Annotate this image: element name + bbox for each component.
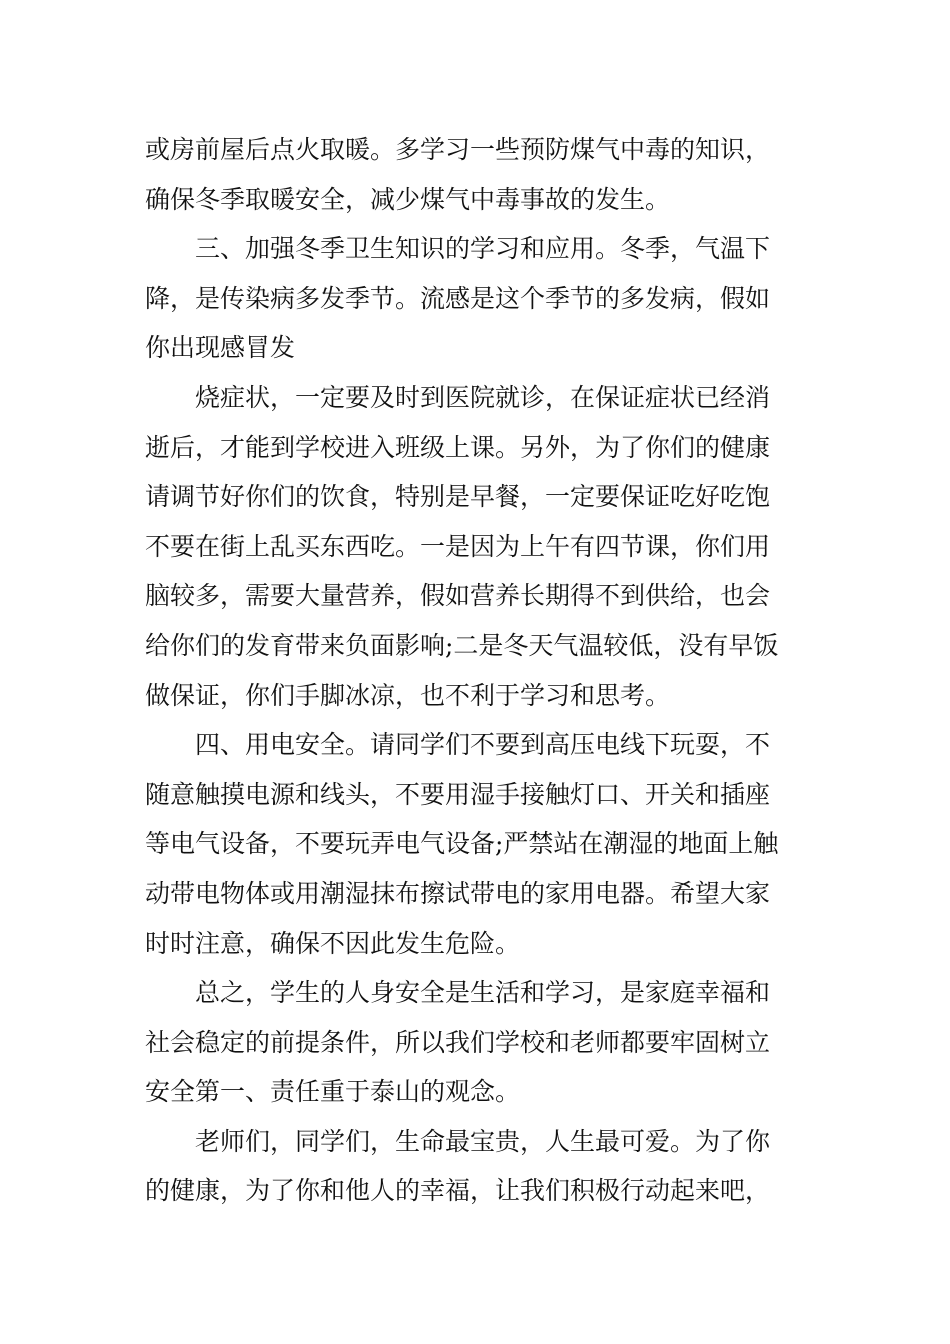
- text-line: 降，是传染病多发季节。流感是这个季节的多发病，假如: [145, 283, 771, 313]
- text-line: 给你们的发育带来负面影响;二是冬天气温较低，没有早饭: [145, 630, 779, 660]
- text-line: 社会稳定的前提条件，所以我们学校和老师都要牢固树立: [145, 1027, 771, 1057]
- text-line: 不要在街上乱买东西吃。一是因为上午有四节课，你们用: [145, 531, 771, 561]
- text-line: 或房前屋后点火取暖。多学习一些预防煤气中毒的知识，: [145, 135, 771, 164]
- text-line: 总之，学生的人身安全是生活和学习，是家庭幸福和: [195, 978, 771, 1008]
- text-line: 请调节好你们的饮食，特别是早餐，一定要保证吃好吃饱: [145, 482, 771, 512]
- text-line: 烧症状，一定要及时到医院就诊，在保证症状已经消: [195, 382, 771, 412]
- text-line: 脑较多，需要大量营养，假如营养长期得不到供给，也会: [145, 581, 771, 611]
- text-line: 四、用电安全。请同学们不要到高压电线下玩耍，不: [195, 730, 771, 760]
- text-line: 安全第一、责任重于泰山的观念。: [145, 1077, 521, 1107]
- document-body: [145, 125, 810, 1216]
- text-line: 老师们，同学们，生命最宝贵，人生最可爱。为了你: [195, 1126, 771, 1156]
- text-line: 动带电物体或用潮湿抹布擦试带电的家用电器。希望大家: [145, 878, 771, 908]
- text-line: 的健康，为了你和他人的幸福，让我们积极行动起来吧，: [145, 1176, 771, 1206]
- text-line: 你出现感冒发: [145, 333, 296, 363]
- text-line: 确保冬季取暖安全，减少煤气中毒事故的发生。: [145, 184, 671, 214]
- text-line: 做保证，你们手脚冰凉，也不利于学习和思考。: [145, 680, 671, 710]
- text-line: 时时注意，确保不因此发生危险。: [145, 928, 521, 958]
- text-line: 逝后，才能到学校进入班级上课。另外，为了你们的健康: [145, 432, 771, 462]
- text-line: 等电气设备，不要玩弄电气设备;严禁站在潮湿的地面上触: [145, 829, 779, 859]
- text-line: 三、加强冬季卫生知识的学习和应用。冬季，气温下: [195, 234, 771, 264]
- text-line: 随意触摸电源和线头，不要用湿手接触灯口、开关和插座: [145, 779, 771, 809]
